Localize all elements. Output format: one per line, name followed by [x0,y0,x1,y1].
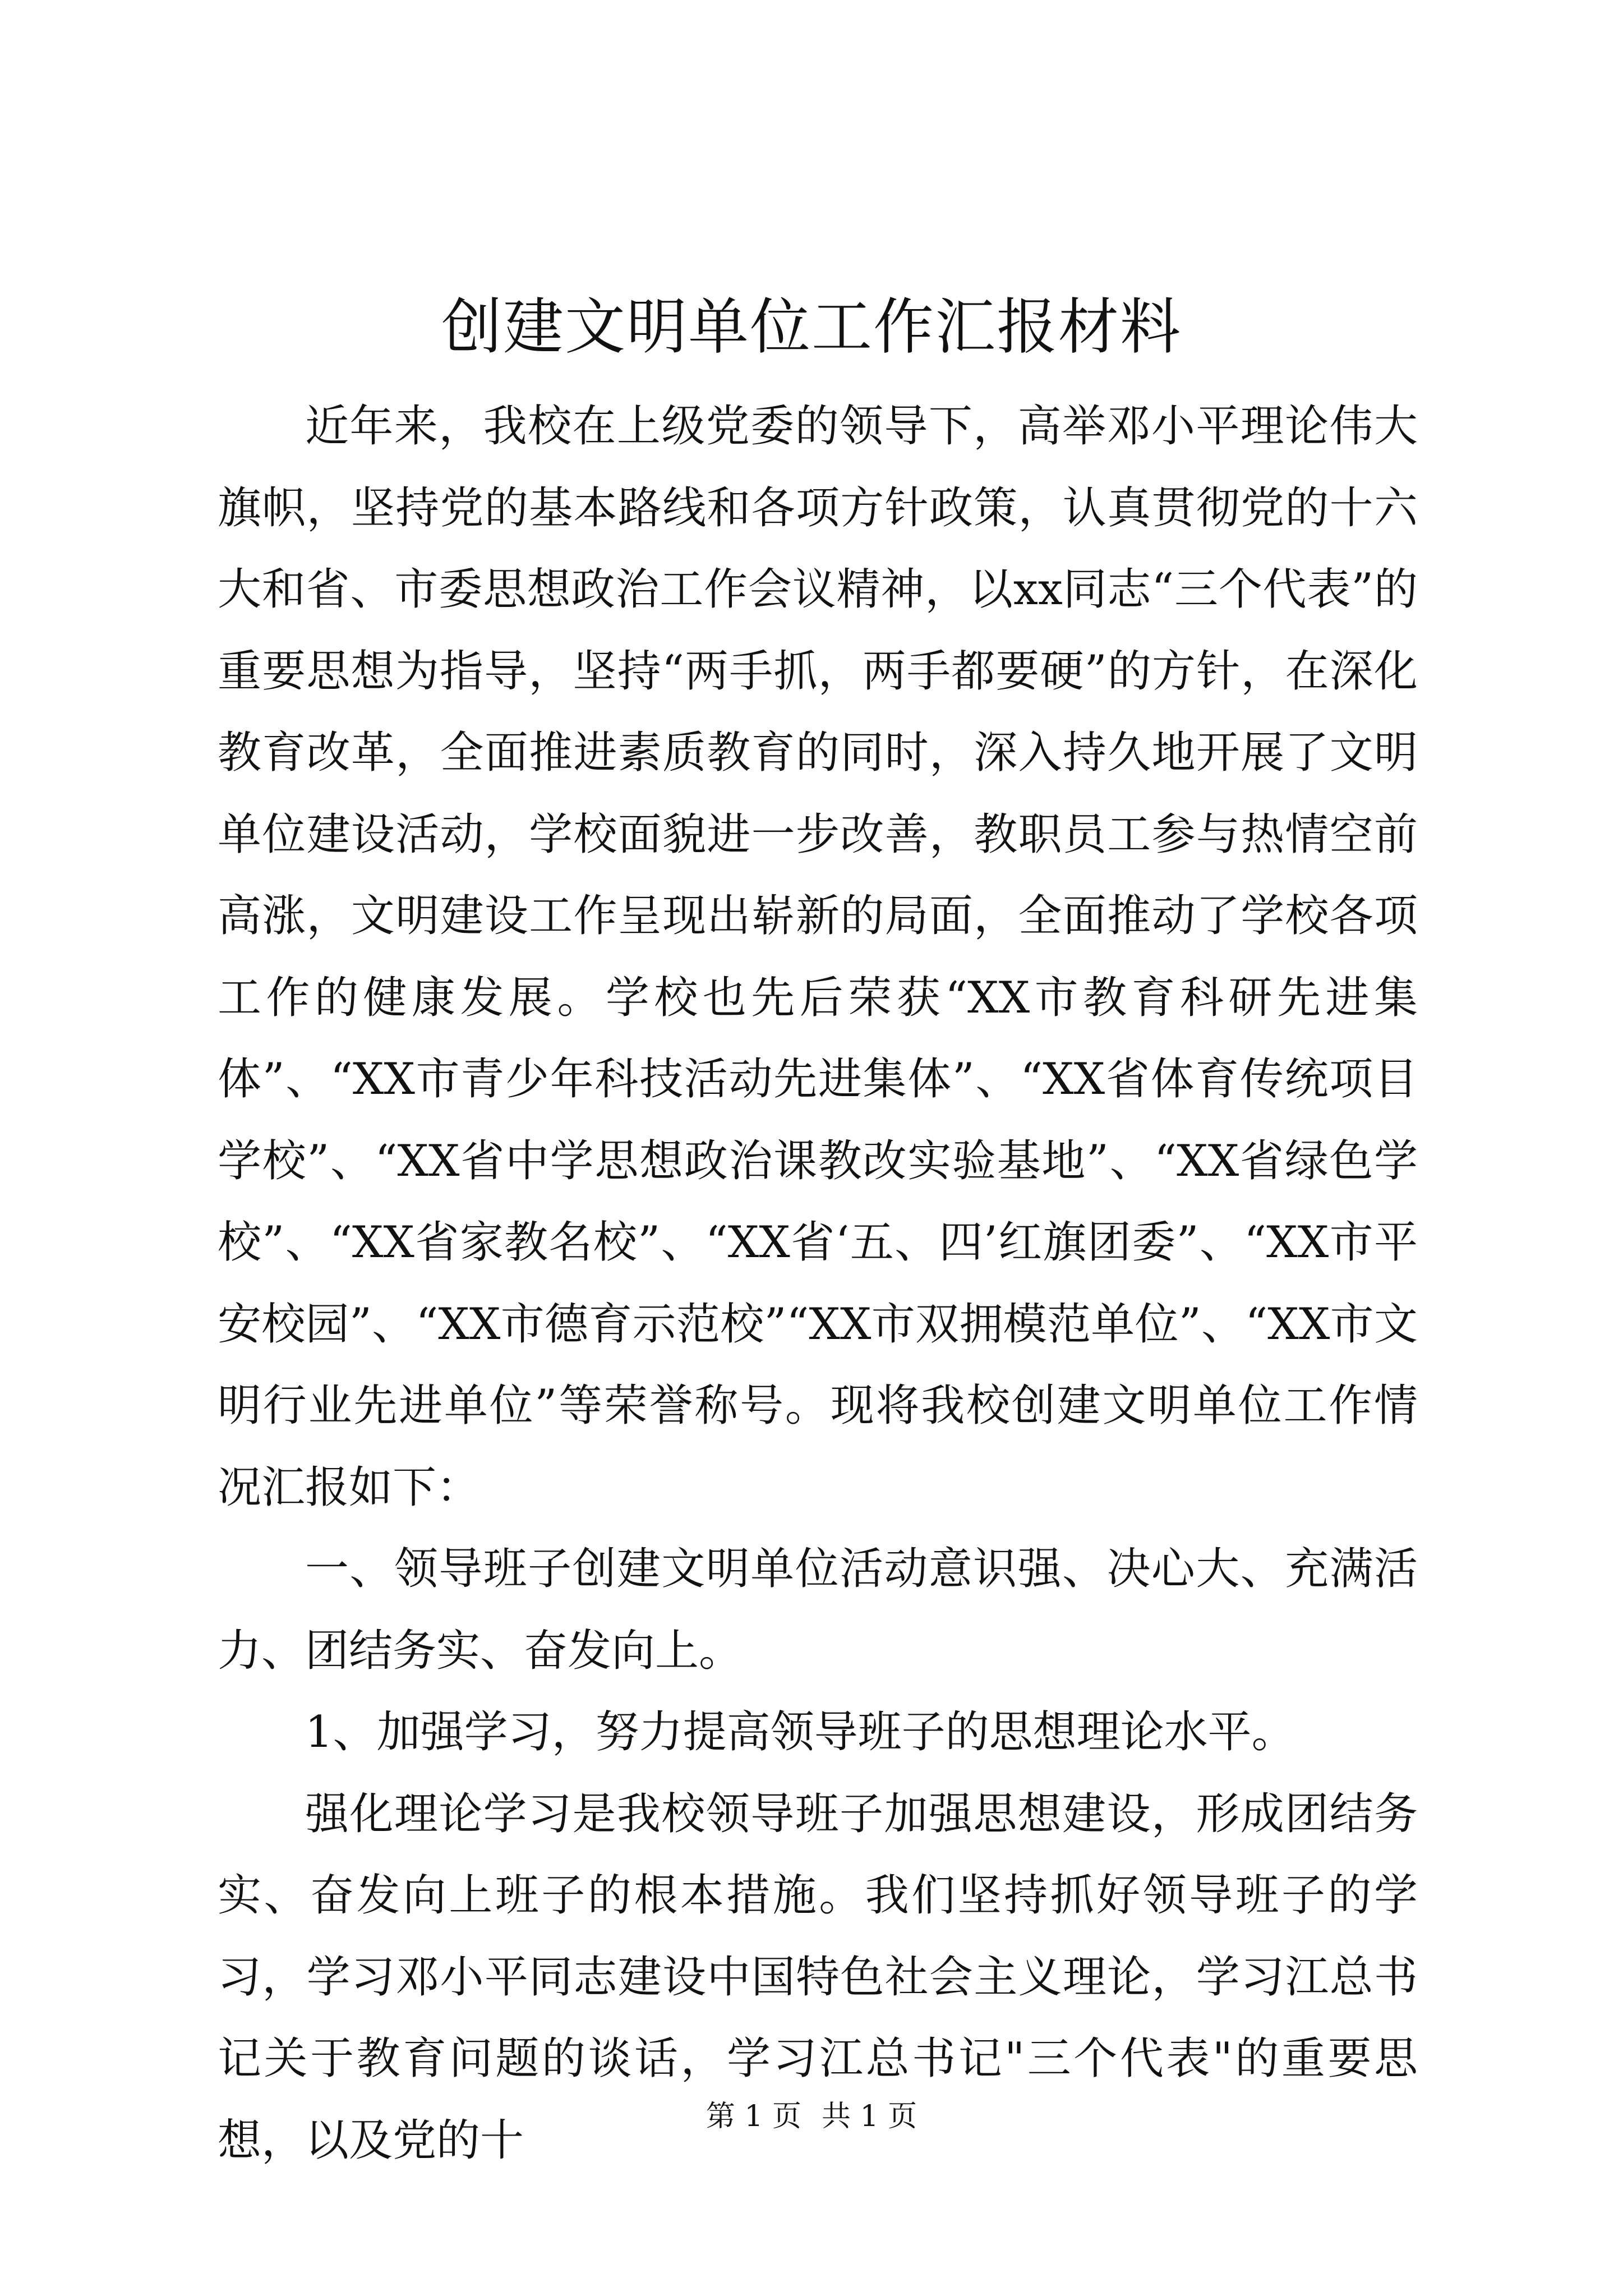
document-title: 创建文明单位工作汇报材料 [441,292,1182,362]
page-number: 第 1 页 [706,2100,801,2133]
paragraph-study: 强化理论学习是我校领导班子加强思想建设，形成团结务实、奋发向上班子的根本措施。我们坚持抓好领导班子的学习，学习邓小平同志建设中国特色社会主义理论，学习江总书记关于教育问题的谈话，学习江总书记"三个代表"的重要思想，以及党的十 [218,1788,1418,2166]
document-body [218,386,1418,2182]
paragraph-intro: 近年来，我校在上级党委的领导下，高举邓小平理论伟大旗帜，坚持党的基本路线和各项方针政策，认真贯彻党的十六大和省、市委思想政治工作会议精神，以xx同志“三个代表”的重要思想为指导，坚持“两手抓，两手都要硬”的方针，在深化教育改革，全面推进素质教育的同时，深入持久地开展了文明单位建设活动，学校面貌进一步改善，教职员工参与热情空前高涨，文明建设工作呈现出崭新的局面，全面推动了学校各项工作的健康发展。学校也先后荣获“XX市教育科研先进集体”、“XX市青少年科技活动先进集体”、“XX省体育传统项目学校”、“XX省中学思想政治课教改实验基地”、“XX省绿色学校”、“XX省家教名校”、“XX省‘五、四’红旗团委”、“XX市平安校园”、“XX市德育示范校”“XX市双拥模范单位”、“XX市文明行业先进单位”等荣誉称号。现将我校创建文明单位工作情况汇报如下： [218,401,1418,1513]
paragraph-subheading: 1、加强学习，努力提高领导班子的思想理论水平。 [305,1707,1295,1757]
paragraph-section-heading: 一、领导班子创建文明单位活动意识强、决心大、充满活力、团结务实、奋发向上。 [218,1544,1418,1676]
page-footer [0,2097,1623,2136]
page-total: 共 1 页 [822,2100,917,2133]
